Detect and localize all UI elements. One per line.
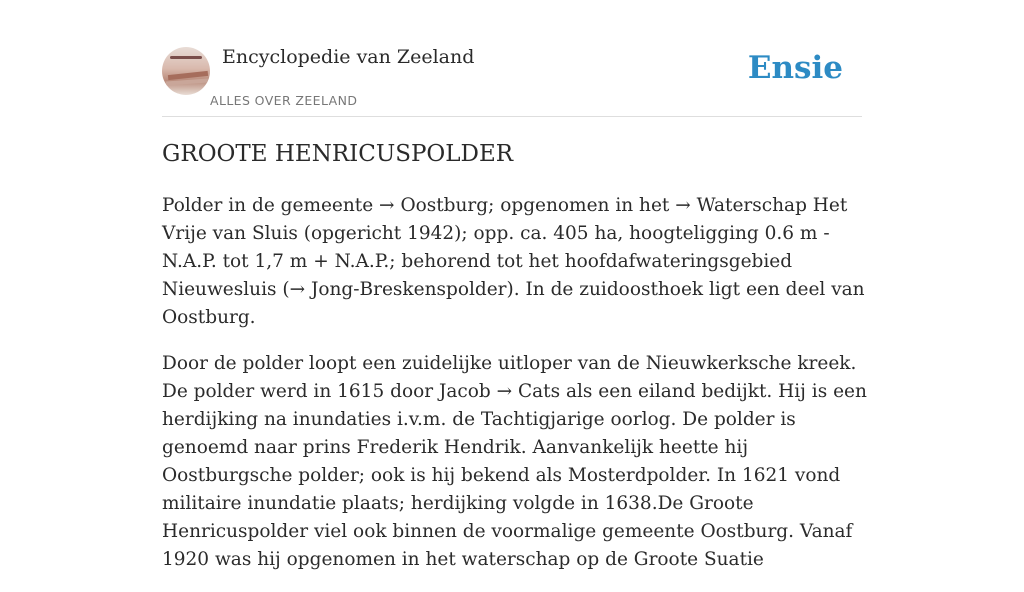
avatar-stripe (170, 56, 202, 59)
article-paragraph: Door de polder loopt een zuidelijke uitloper van de Nieuwkerksche kreek. De polder werd in 1615 door Jacob → Cats als een eiland bedijkt. Hij is een herdijking na inundaties i.v.m. de Tachtigjarige oorlog. De polder is genoemd naar prins Frederik Hendrik. Aanvankelijk heette hij Oostburgsche polder; ook is hij bekend als Mosterdpolder. In 1621 vond militaire inundatie plaats; herdijking volgde in 1638.De Groote Henricuspolder viel ook binnen de voormalige gemeente Oostburg. Vanaf 1920 was hij opgenomen in het waterschap op de Groote Suatie (162, 353, 867, 570)
site-tagline: ALLES OVER ZEELAND (210, 93, 358, 108)
brand-logo[interactable]: Ensie (747, 50, 843, 86)
article-body (162, 192, 868, 592)
site-header (162, 0, 862, 117)
site-avatar[interactable] (162, 47, 210, 95)
article-title: GROOTE HENRICUSPOLDER (162, 141, 514, 167)
article-paragraph: Polder in de gemeente → Oostburg; opgenomen in het → Waterschap Het Vrije van Sluis (opgericht 1942); opp. ca. 405 ha, hoogteligging 0.6 m - N.A.P. tot 1,7 m + N.A.P.; behorend tot het hoofdafwateringsgebied Nieuwesluis (→ Jong-Breskenspolder). In de zuidoosthoek ligt een deel van Oostburg. (162, 195, 865, 328)
site-title[interactable]: Encyclopedie van Zeeland (222, 46, 475, 68)
page-container (162, 0, 867, 570)
